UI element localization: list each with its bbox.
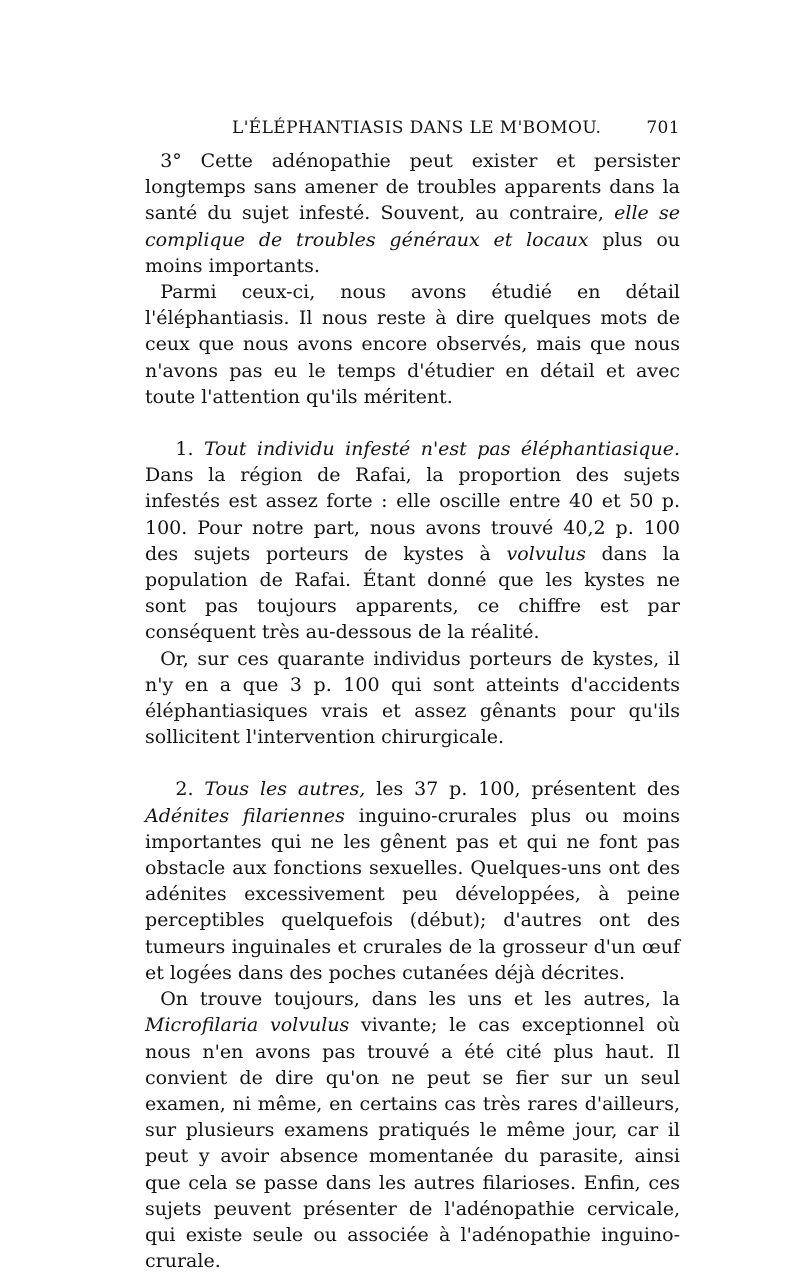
para6-text-1: On trouve toujours, dans les uns et les autres, la — [160, 988, 680, 1011]
para1-italic-1: elle se complique de troubles généraux et locaux — [145, 202, 680, 251]
running-header — [145, 118, 680, 144]
para1-text-1: 3° Cette adénopathie peut exister et persister longtemps sans amener de troubles apparents dans la santé du sujet infesté. Souvent, au contraire, — [145, 150, 680, 225]
paragraph-on-trouve-toujours — [145, 986, 680, 1274]
para6-italic-1: Microfilaria volvulus — [145, 1014, 350, 1037]
page-number: 701 — [646, 118, 680, 138]
paragraph-parmi-ceux-ci: Parmi ceux-ci, nous avons étudié en détail l'éléphantiasis. Il nous reste à dire quelques mots de ceux que nous avons encore observés, mais que nous n'avons pas eu le temps d'étudier en détail et avec toute l'attention qu'ils méritent. — [145, 281, 680, 408]
item-number-2: 2. — [175, 778, 194, 801]
page-body — [145, 148, 680, 1274]
para5-italic-1: Tous les autres, — [204, 778, 366, 801]
para3-italic-2: volvulus — [506, 542, 586, 565]
para5-text-2: inguino-crurales plus ou moins importantes qui ne les gênent pas et qui ne font pas obstacle aux fonctions sexuelles. Quelques-uns ont des adénites excessivement peu développées, à peine perceptibles quelquefois (début); d'autres ont des tumeurs inguinales et crurales de la grosseur d'un œuf et logées dans des poches cutanées déjà décrites. — [145, 804, 680, 984]
paragraph-2-tous-les-autres — [145, 776, 680, 986]
para6-text-2: vivante; le cas exceptionnel où nous n'en avons pas trouvé a été cité plus haut. Il convient de dire qu'on ne peut se fier sur un seul examen, ni même, en certains cas très rares d'ailleurs, sur plusieurs examens pratiqués le même jour, car il peut y avoir absence momentanée du parasite, ainsi que cela se passe dans les autres filarioses. Enfin, ces sujets peuvent présenter de l'adénopathie cervicale, qui existe seule ou associée à l'adénopathie inguino-crurale. — [145, 1014, 680, 1273]
paragraph-1-tout-individu — [145, 436, 680, 646]
paragraph-3-adenopathie — [145, 148, 680, 279]
paragraph-or-sur-ces-quarante: Or, sur ces quarante individus porteurs de kystes, il n'y en a que 3 p. 100 qui sont atteints d'accidents éléphantiasiques vrais et assez gênants pour qu'ils sollicitent l'intervention chirurgicale. — [145, 647, 680, 749]
para3-text-2: dans la population de Rafai. Étant donné que les kystes ne sont pas toujours apparents, ce chiffre est par conséquent très au-dessous de la réalité. — [145, 542, 680, 644]
para3-text-1: Dans la région de Rafai, la proportion des sujets infestés est assez forte : elle oscille entre 40 et 50 p. 100. Pour notre part, nous avons trouvé 40,2 p. 100 des sujets porteurs de kystes à — [145, 464, 680, 565]
item-number-1: 1. — [175, 438, 194, 461]
para5-text-1: les 37 p. 100, présentent des — [365, 778, 681, 801]
para5-italic-2: Adénites filariennes — [145, 804, 345, 827]
para1-text-2: plus ou moins importants. — [145, 228, 681, 277]
para3-italic-1: Tout individu infesté n'est pas éléphantiasique. — [203, 438, 680, 461]
running-title: L'ÉLÉPHANTIASIS DANS LE M'BOMOU. — [232, 118, 602, 138]
